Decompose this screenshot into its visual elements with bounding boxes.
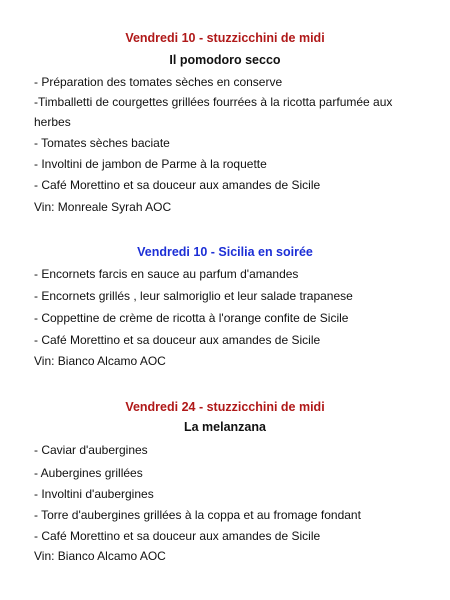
section-1-item-2-cont: herbes [34, 115, 71, 129]
section-3-subheading: La melanzana [184, 420, 266, 434]
section-3-item-2: - Aubergines grillées [34, 466, 143, 480]
section-2-wine: Vin: Bianco Alcamo AOC [34, 354, 166, 368]
section-1-item-3: - Tomates sèches baciate [34, 136, 170, 150]
section-2-item-1: - Encornets farcis en sauce au parfum d'amandes [34, 267, 299, 281]
section-1-heading: Vendredi 10 - stuzzicchini de midi [125, 31, 325, 45]
section-1-item-1: - Préparation des tomates sèches en conserve [34, 75, 283, 89]
section-2-item-4: - Café Morettino et sa douceur aux amandes de Sicile [34, 333, 321, 347]
section-2-heading: Vendredi 10 - Sicilia en soirée [137, 245, 313, 259]
section-2-item-3: - Coppettine de crème de ricotta à l'orange confite de Sicile [34, 311, 349, 325]
section-3-heading: Vendredi 24 - stuzzicchini de midi [125, 400, 325, 414]
section-1-item-4: - Involtini de jambon de Parme à la roquette [34, 157, 267, 171]
section-3-item-1: - Caviar d'aubergines [34, 443, 148, 457]
section-1-wine: Vin: Monreale Syrah AOC [34, 200, 172, 214]
section-2-item-2: - Encornets grillés , leur salmoriglio et leur salade trapanese [34, 289, 353, 303]
section-3-item-3: - Involtini d'aubergines [34, 487, 154, 501]
section-1-subheading: Il pomodoro secco [169, 53, 281, 67]
section-1-item-2: -Timballetti de courgettes grillées fourrées à la ricotta parfumée aux [34, 95, 393, 109]
section-3-item-4: - Torre d'aubergines grillées à la coppa et au fromage fondant [34, 508, 361, 522]
section-3-item-5: - Café Morettino et sa douceur aux amandes de Sicile [34, 529, 321, 543]
section-1-item-5: - Café Morettino et sa douceur aux amandes de Sicile [34, 178, 321, 192]
section-3-wine: Vin: Bianco Alcamo AOC [34, 549, 166, 563]
